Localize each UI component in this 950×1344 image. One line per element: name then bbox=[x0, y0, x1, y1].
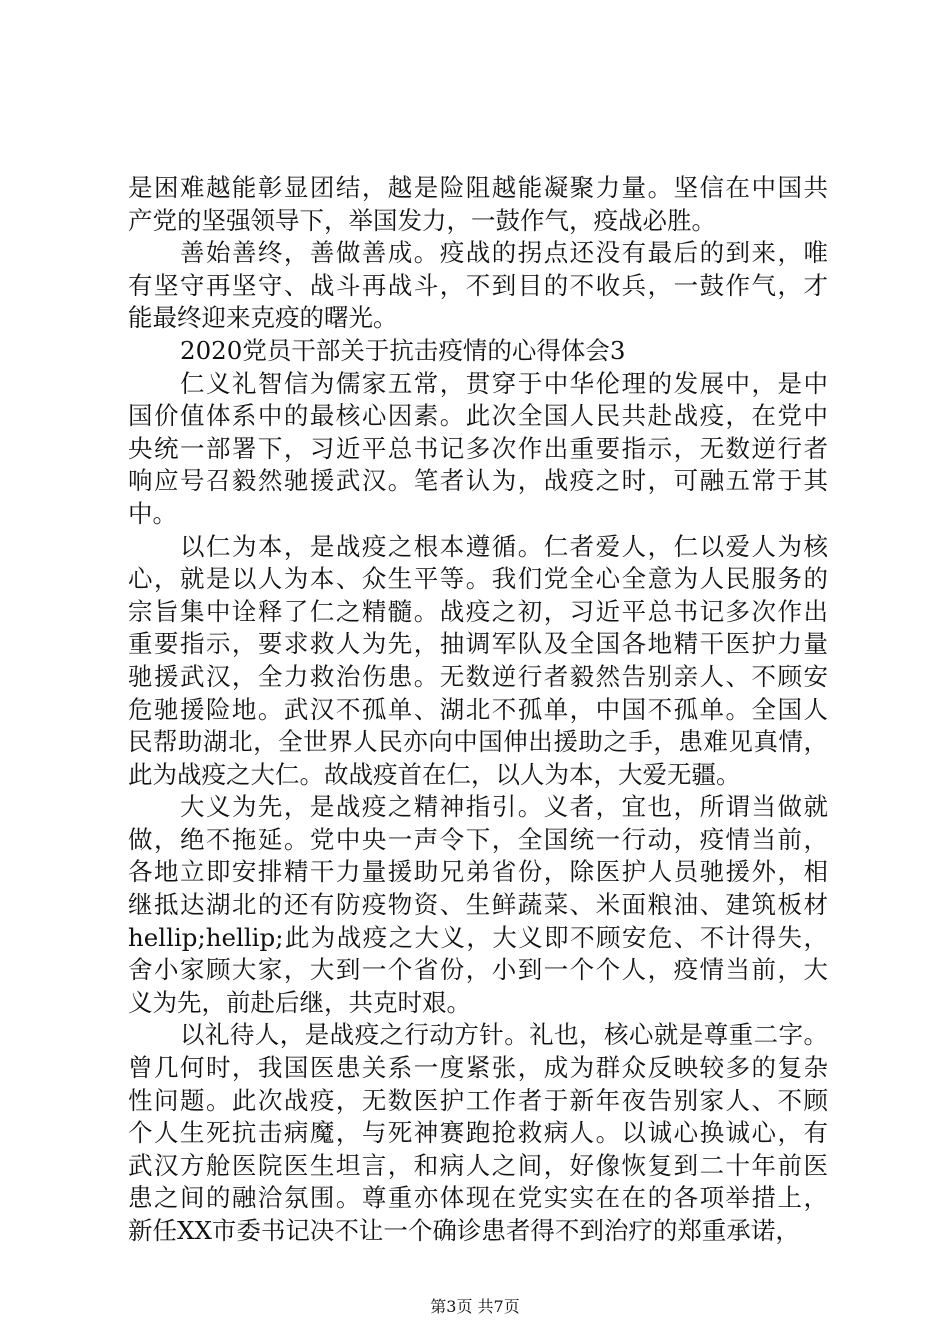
text-line: 武汉方舱医院医生坦言，和病人之间，好像恢复到二十年前医 bbox=[128, 1150, 828, 1180]
paragraph bbox=[128, 791, 828, 1019]
page-number-footer: 第3页 共7页 bbox=[430, 1297, 520, 1316]
text-line: 以礼待人，是战疫之行动方针。礼也，核心就是尊重二字。 bbox=[180, 1020, 828, 1050]
paragraph bbox=[128, 335, 828, 368]
paragraph bbox=[128, 368, 828, 531]
text-line: 重要指示，要求救人为先，抽调军队及全国各地精干医护力量 bbox=[128, 629, 828, 659]
text-line: 响应号召毅然驰援武汉。笔者认为，战疫之时，可融五常于其 bbox=[128, 466, 828, 496]
text-line: 各地立即安排精干力量援助兄弟省份，除医护人员驰援外，相 bbox=[128, 857, 828, 887]
text-line: 以仁为本，是战疫之根本遵循。仁者爱人，仁以爱人为核 bbox=[180, 531, 828, 561]
paragraph bbox=[128, 172, 828, 237]
text-line: 宗旨集中诠释了仁之精髓。战疫之初，习近平总书记多次作出 bbox=[128, 596, 828, 626]
text-line: 驰援武汉，全力救治伤患。无数逆行者毅然告别亲人、不顾安 bbox=[128, 661, 828, 691]
text-line: 曾几何时，我国医患关系一度紧张，成为群众反映较多的复杂 bbox=[128, 1053, 828, 1083]
text-line: hellip;hellip;此为战疫之大义，大义即不顾安危、不计得失， bbox=[128, 922, 828, 952]
text-line: 新任XX市委书记决不让一个确诊患者得不到治疗的郑重承诺， bbox=[128, 1216, 800, 1245]
text-line: 此为战疫之大仁。故战疫首在仁，以人为本，大爱无疆。 bbox=[128, 759, 741, 789]
text-line: 能最终迎来克疫的曙光。 bbox=[128, 303, 398, 333]
text-line: 性问题。此次战疫，无数医护工作者于新年夜告别家人、不顾 bbox=[128, 1085, 828, 1115]
text-line: 善始善终，善做善成。疫战的拐点还没有最后的到来，唯 bbox=[180, 238, 828, 268]
text-line: 是困难越能彰显团结，越是险阻越能凝聚力量。坚信在中国共 bbox=[128, 173, 828, 202]
text-line: 大义为先，是战疫之精神指引。义者，宜也，所谓当做就 bbox=[180, 792, 828, 822]
text-line: 做，绝不拖延。党中央一声令下，全国统一行动，疫情当前， bbox=[128, 824, 828, 854]
text-line: 患之间的融洽氛围。尊重亦体现在党实实在在的各项举措上， bbox=[128, 1183, 828, 1213]
paragraph bbox=[128, 1019, 828, 1247]
text-line: 央统一部署下，习近平总书记多次作出重要指示，无数逆行者 bbox=[128, 433, 828, 463]
text-line: 舍小家顾大家，大到一个省份，小到一个个人，疫情当前，大 bbox=[128, 955, 828, 985]
text-line: 民帮助湖北，全世界人民亦向中国伸出援助之手，患难见真情， bbox=[128, 727, 828, 757]
text-line: 中。 bbox=[128, 498, 177, 528]
text-line: 产党的坚强领导下，举国发力，一鼓作气，疫战必胜。 bbox=[128, 205, 716, 235]
paragraph bbox=[128, 237, 828, 335]
text-line: 个人生死抗击病魔，与死神赛跑抢救病人。以诚心换诚心，有 bbox=[128, 1118, 828, 1148]
text-line: 仁义礼智信为儒家五常，贯穿于中华伦理的发展中，是中 bbox=[180, 368, 828, 398]
text-line: 心，就是以人为本、众生平等。我们党全心全意为人民服务的 bbox=[128, 564, 828, 594]
document-body bbox=[128, 172, 828, 1248]
text-line: 国价值体系中的最核心因素。此次全国人民共赴战疫，在党中 bbox=[128, 401, 828, 431]
paragraph bbox=[128, 531, 828, 792]
text-line: 有坚守再坚守、战斗再战斗，不到目的不收兵，一鼓作气，才 bbox=[128, 270, 828, 300]
text-line: 义为先，前赴后继，共克时艰。 bbox=[128, 987, 471, 1017]
text-line: 2020党员干部关于抗击疫情的心得体会3 bbox=[180, 335, 626, 365]
text-line: 继抵达湖北的还有防疫物资、生鲜蔬菜、米面粮油、建筑板材 bbox=[128, 890, 828, 920]
text-line: 危驰援险地。武汉不孤单、湖北不孤单，中国不孤单。全国人 bbox=[128, 694, 828, 724]
